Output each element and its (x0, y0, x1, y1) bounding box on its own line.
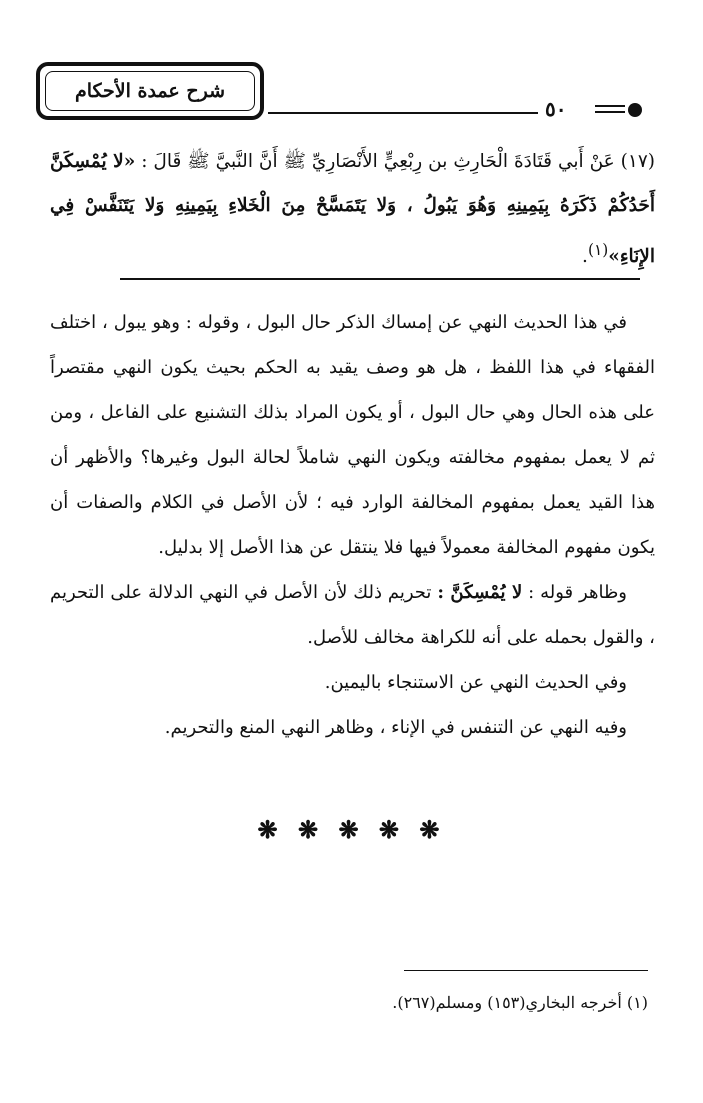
hadith-text: (١٧) عَنْ أَبي قَتَادَةَ الْحَارِثِ بن رِبْعِيٍّ الأَنْصَارِيِّ ﷺ أَنَّ النَّبيَّ ﷺ قَالَ : «لا يُمْسِكَنَّ أَحَدُكُمْ ذَكَرَهُ بِيَمِينِهِ وَهُوَ يَبُولُ ، وَلا يَتَمَسَّحْ مِنَ الْخَلاءِ بِيَمِينِهِ وَلا يَتَنَفَّسْ فِي الإِنَاءِ»$^{(١)}$. (50, 151, 655, 268)
commentary-paragraph-1: في هذا الحديث النهي عن إمساك الذكر حال البول ، وقوله : وهو يبول ، اختلف الفقهاء في هذا اللفظ ، هل هو وصف يقيد به الحكم بحيث يكون النهي مقتصراً على هذه الحال وهي حال البول ، أو يكون المراد بذلك التشنيع على الفاعل ، ومن ثم لا يعمل بمفهوم مخالفته ويكون النهي شاملاً لحالة البول وغيرها؟ والأظهر أن هذا القيد يعمل بمفهوم المخالفة الوارد فيه ؛ لأن الأصل في الكلام والصفات أن يكون مفهوم المخالفة معمولاً فيها فلا ينتقل عن هذا الأصل إلا بدليل. (50, 312, 655, 558)
header-ornament-dot (628, 103, 642, 117)
commentary (50, 300, 655, 750)
star-separator: ❋ ❋ ❋ ❋ ❋ (257, 815, 446, 844)
hadith-quote: «لا يُمْسِكَنَّ أَحَدُكُمْ ذَكَرَهُ بِيَمِينِهِ وَهُوَ يَبُولُ ، وَلا يَتَمَسَّحْ مِنَ الْخَلاءِ بِيَمِينِهِ وَلا يَتَنَفَّسْ فِي الإِنَاءِ» (50, 151, 655, 268)
header-ornament-lines (595, 105, 625, 117)
section-divider (120, 278, 640, 280)
commentary-paragraph-3: وفي الحديث النهي عن الاستنجاء باليمين. (324, 672, 627, 693)
commentary-paragraph-4: وفيه النهي عن التنفس في الإناء ، وظاهر النهي المنع والتحريم. (164, 717, 627, 738)
footnote-ref: (١) (587, 241, 609, 259)
footnote: (١) أخرجه البخاري(١٥٣) ومسلم(٢٦٧). (392, 993, 648, 1012)
header-rule (268, 112, 538, 114)
commentary-paragraph-2 (50, 570, 655, 660)
commentary-p2-lead: وظاهر قوله : (528, 582, 627, 603)
book-title-frame (36, 62, 264, 120)
page-number: ٥٠ (545, 97, 567, 121)
commentary-p2-keyword: لا يُمْسِكَنَّ : (437, 582, 523, 603)
commentary-p2-rest: تحريم ذلك لأن الأصل في النهي الدلالة على التحريم ، والقول بحمله على أنه للكراهة مخالف للأصل. (50, 582, 655, 648)
footnote-rule (404, 970, 648, 971)
hadith-intro: (١٧) عَنْ أَبي قَتَادَةَ الْحَارِثِ بن رِبْعِيٍّ الأَنْصَارِيِّ ﷺ أَنَّ النَّبيَّ ﷺ قَالَ : (141, 151, 655, 172)
book-title: شرح عمدة الأحكام (45, 71, 255, 111)
